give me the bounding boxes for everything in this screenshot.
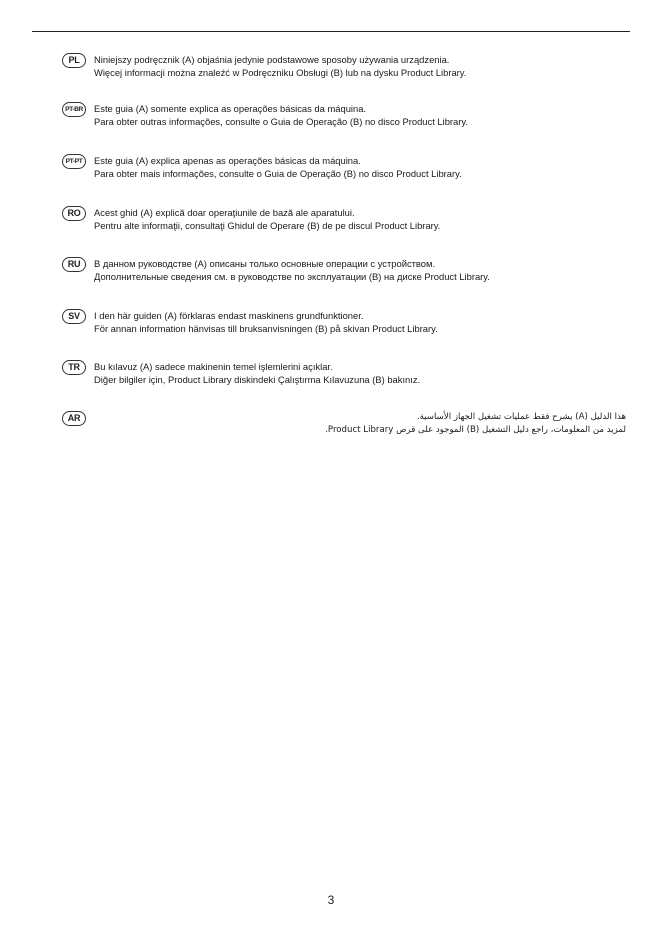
entry-text <box>94 257 630 283</box>
language-badge-tr: TR <box>62 360 86 375</box>
entry-line-2: Дополнительные сведения см. в руководстве по эксплуатации (B) на диске Product Library. <box>94 271 490 282</box>
top-rule <box>32 31 630 32</box>
entry-ro <box>62 206 630 236</box>
entry-pl <box>62 53 630 83</box>
entry-line-2: Para obter mais informações, consulte o Guia de Operação (B) no disco Product Library. <box>94 168 462 179</box>
language-badge-pt-br: PT-BR <box>62 102 86 117</box>
entry-line-1: Niniejszy podręcznik (A) objaśnia jedynie podstawowe sposoby używania urządzenia. <box>94 54 450 65</box>
entry-text <box>94 53 630 79</box>
language-badge-pl: PL <box>62 53 86 68</box>
entry-line-1: В данном руководстве (A) описаны только основные операции с устройством. <box>94 258 436 269</box>
entry-line-2: لمزيد من المعلومات، راجع دليل التشغيل (B) الموجود على قرص Product Library. <box>325 425 626 435</box>
entry-line-2: Diğer bilgiler için, Product Library diskindeki Çalıştırma Kılavuzuna (B) bakınız. <box>94 374 421 385</box>
language-badge-pt-pt: PT-PT <box>62 154 86 169</box>
entry-line-1: Acest ghid (A) explică doar operaţiunile de bază ale aparatului. <box>94 207 355 218</box>
entry-line-1: I den här guiden (A) förklaras endast maskinens grundfunktioner. <box>94 310 364 321</box>
entry-pt-br <box>62 102 630 132</box>
entry-line-2: För annan information hänvisas till bruksanvisningen (B) på skivan Product Library. <box>94 323 438 334</box>
entry-line-1: Este guia (A) explica apenas as operações básicas da máquina. <box>94 155 361 166</box>
entry-line-1: Bu kılavuz (A) sadece makinenin temel işlemlerini açıklar. <box>94 361 333 372</box>
entry-text <box>94 154 630 180</box>
entry-tr <box>62 360 630 390</box>
entry-line-1: Este guia (A) somente explica as operações básicas da máquina. <box>94 103 367 114</box>
entry-line-2: Pentru alte informaţii, consultaţi Ghidul de Operare (B) de pe discul Product Library. <box>94 220 441 231</box>
entry-pt-pt <box>62 154 630 184</box>
language-badge-ru: RU <box>62 257 86 272</box>
entry-text <box>94 360 630 386</box>
entry-line-1: هذا الدليل (A) يشرح فقط عمليات تشغيل الجهاز الأساسية. <box>416 412 626 422</box>
entry-line-2: Więcej informacji można znaleźć w Podręczniku Obsługi (B) lub na dysku Product Library. <box>94 67 467 78</box>
entry-text <box>94 102 630 128</box>
language-badge-ar: AR <box>62 411 86 426</box>
entry-line-2: Para obter outras informações, consulte o Guia de Operação (B) no disco Product Library. <box>94 116 468 127</box>
entry-text <box>94 309 630 335</box>
entry-text <box>94 206 630 232</box>
entry-ar <box>62 411 630 441</box>
entry-text-rtl <box>186 411 626 437</box>
language-badge-sv: SV <box>62 309 86 324</box>
page-number: 3 <box>327 893 335 907</box>
language-badge-ro: RO <box>62 206 86 221</box>
entry-ru <box>62 257 630 287</box>
entry-sv <box>62 309 630 339</box>
